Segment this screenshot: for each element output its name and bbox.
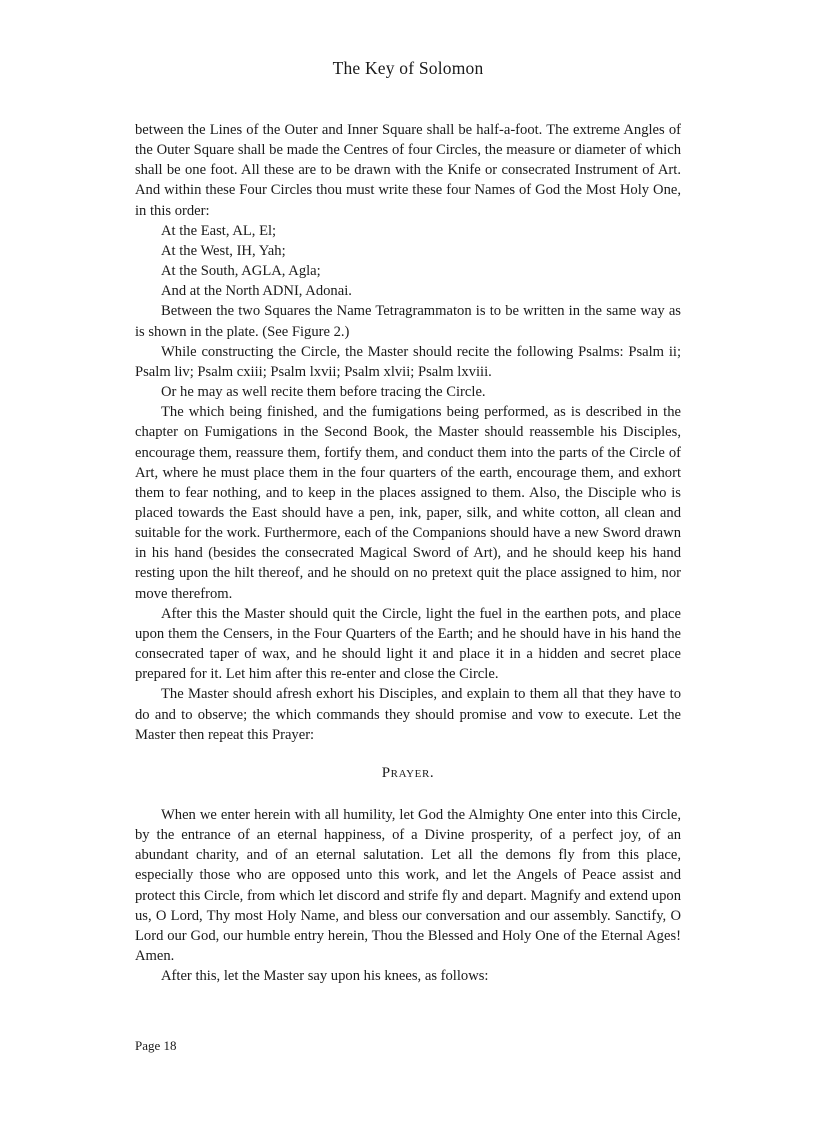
divine-name-north: And at the North ADNI, Adonai. [161, 283, 352, 300]
paragraph-fumigations: The which being finished, and the fumigations being performed, as is described in the chapter on Fumigations in the Second Book, the Master should reassemble his Disciples, encourage them, reassure them, fortify them, and conduct them into the parts of the Circle of Art, where he must place them in the four quarters of the earth, encourage them, and exhort them to fear nothing, and to keep in the places assigned to them. Also, the Disciple who is placed towards the East should have a pen, ink, paper, silk, and white cotton, all clean and suitable for the work. Furthermore, each of the Companions should have a new Sword drawn in his hand (besides the consecrated Magical Sword of Art), and he should keep his hand resting upon the hilt thereof, and he should on no pretext quit the place assigned to him, nor move therefrom. [135, 404, 681, 602]
paragraph-censers: After this the Master should quit the Circle, light the fuel in the earthen pots, and place upon them the Censers, in the Four Quarters of the Earth; and he should have in his hand the consecrated taper of wax, and he should light it and place it in a hidden and secret place prepared for it. Let him after this re-enter and close the Circle. [135, 605, 681, 683]
prayer-heading: Prayer. [381, 764, 435, 781]
page-number: Page 18 [135, 1038, 177, 1053]
body-text [135, 120, 681, 986]
paragraph-exhort: The Master should afresh exhort his Disciples, and explain to them all that they have to do and to observe; the which commands they should promise and vow to execute. Let the Master then repeat this Prayer: [135, 686, 681, 743]
divine-name-west: At the West, IH, Yah; [161, 242, 286, 259]
divine-name-east: At the East, AL, El; [161, 222, 277, 239]
running-head: The Key of Solomon [332, 58, 484, 78]
paragraph-kneel: After this, let the Master say upon his knees, as follows: [161, 968, 489, 985]
paragraph-recite: Or he may as well recite them before tracing the Circle. [161, 384, 486, 401]
paragraph-tetragrammaton: Between the two Squares the Name Tetragrammaton is to be written in the same way as is shown in the plate. (See Figure 2.) [135, 303, 681, 340]
paragraph-psalms: While constructing the Circle, the Master should recite the following Psalms: Psalm ii; Psalm liv; Psalm cxiii; Psalm lxvii; Psalm xlvii; Psalm lxviii. [135, 343, 681, 380]
paragraph-prayer: When we enter herein with all humility, let God the Almighty One enter into this Circle, by the entrance of an eternal happiness, of a Divine prosperity, of a perfect joy, of an abundant charity, and of an eternal salutation. Let all the demons fly from this place, especially those who are opposed unto this work, and let the Angels of Peace assist and protect this Circle, from which let discord and strife fly and depart. Magnify and extend upon us, O Lord, Thy most Holy Name, and bless our conversation and our assembly. Sanctify, O Lord our God, our humble entry herein, Thou the Blessed and Holy One of the Eternal Ages! Amen. [135, 807, 681, 965]
paragraph-continuation: between the Lines of the Outer and Inner Square shall be half-a-foot. The extreme Angles of the Outer Square shall be made the Centres of four Circles, the measure or diameter of which shall be one foot. All these are to be drawn with the Knife or consecrated Instrument of Art. And within these Four Circles thou must write these four Names of God the Most Holy One, in this order: [135, 122, 681, 219]
divine-name-south: At the South, AGLA, Agla; [161, 263, 321, 280]
